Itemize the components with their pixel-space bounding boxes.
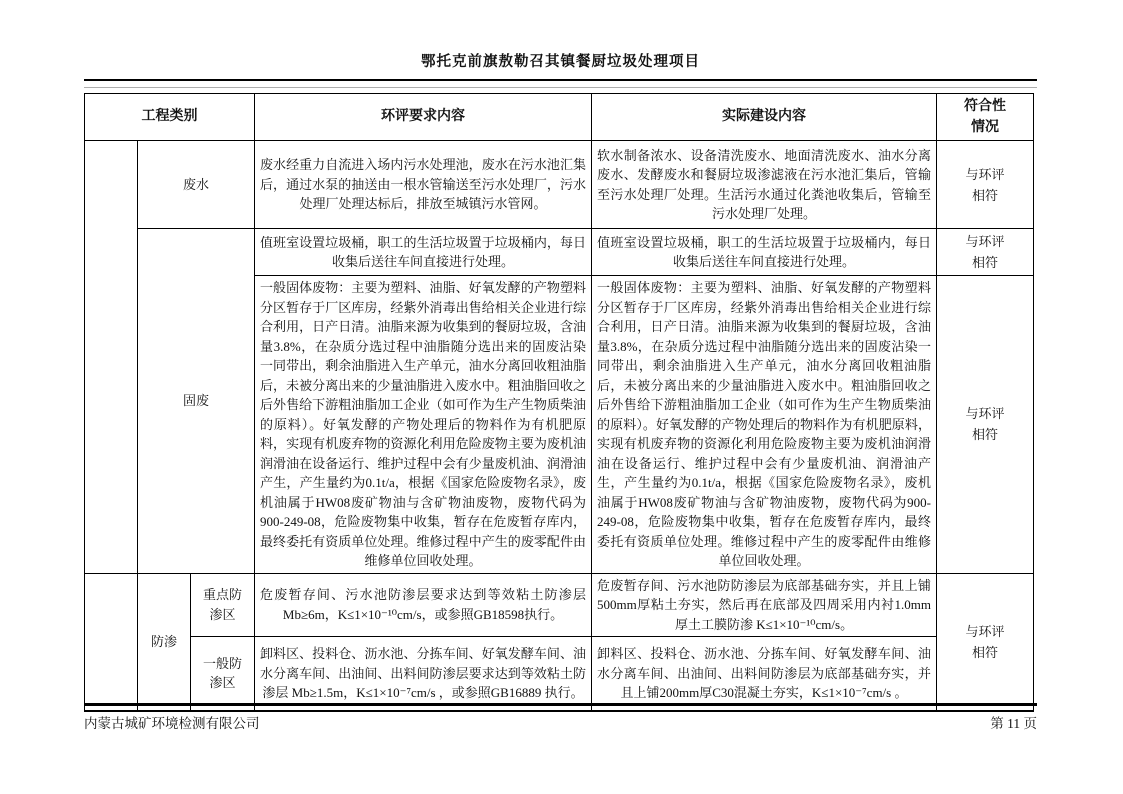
page-header xyxy=(84,0,1037,88)
compliance-table xyxy=(84,93,1034,712)
cell-solidwaste-general-eia: 一般固体废物：主要为塑料、油脂、好氧发酵的产物塑料分区暂存于厂区库房，经紫外消毒出售给相关企业进行综合利用，日产日清。油脂来源为收集到的餐厨垃圾，含油量3.8%，在杂质分选过程中油脂随分选出来的固废沾染一同带出，剩余油脂进入生产单元，油水分离回收粗油脂后，未被分离出来的少量油脂进入废水中。粗油脂回收之后外售给下游粗油脂加工企业（如可作为生产生物质柴油的原料）。好氧发酵的产物处理后的物料作为有机肥原料，实现有机废弃物的资源化利用危险废物主要为废机油润滑油在设备运行、维护过程中会有少量废机油、润滑油产生，产生量约为0.1t/a，根据《国家危险废物名录》，废机油属于HW08废矿物油与含矿物油废物，废物代码为900-249-08，危险废物集中收集，暂存在危废暂存库内，最终委托有资质单位处理。维修过程中产生的废零配件由维修单位回收处理。 xyxy=(255,276,592,574)
header-rule-thick xyxy=(84,79,1037,81)
cell-solidwaste-general-actual: 一般固体废物：主要为塑料、油脂、好氧发酵的产物塑料分区暂存于厂区库房，经紫外消毒出售给相关企业进行综合利用，日产日清。油脂来源为收集到的餐厨垃圾，含油量3.8%，在杂质分选过程中油脂随分选出来的固废沾染一同带出，剩余油脂进入生产单元，油水分离回收粗油脂后，未被分离出来的少量油脂进入废水中。粗油脂回收之后外售给下游粗油脂加工企业（如可作为生产生物质柴油的原料）。好氧发酵的产物处理后的物料作为有机肥原料，实现有机废弃物的资源化利用危险废物主要为废机油润滑油在设备运行、维护过程中会有少量废机油、润滑油产生，产生量约为0.1t/a，根据《国家危险废物名录》，废机油属于HW08废矿物油与含矿物油废物，废物代码为900-249-08，危险废物集中收集，暂存在危废暂存库内，最终委托有资质单位处理。维修过程中产生的废零配件由维修单位回收处理。 xyxy=(592,276,937,574)
cell-wastewater-actual: 软水制备浓水、设备清洗废水、地面清洗废水、油水分离废水、发酵废水和餐厨垃圾渗滤液在污水池汇集后，管输至污水处理厂处理。生活污水通过化粪池收集后，管输至污水处理厂处理。 xyxy=(592,141,937,229)
document-title: 鄂托克前旗敖勒召其镇餐厨垃圾处理项目 xyxy=(421,54,700,70)
category-group-cell-lower xyxy=(85,573,138,711)
header-eia-label: 环评要求内容 xyxy=(381,109,466,125)
key-zone-label: 重点防渗区 xyxy=(202,587,242,622)
cell-solidwaste-general-compliance xyxy=(937,276,1034,574)
header-cell-category xyxy=(85,94,255,141)
cell-seepage-general-actual: 卸料区、投料仓、沥水池、分拣车间、好氧发酵车间、油水分离车间、出油间、出料间防渗层为底部基础夯实，并且上铺200mm厚C30混凝土夯实，K≤1×10⁻⁷cm/s 。 xyxy=(592,637,937,711)
header-rule-thin xyxy=(84,87,1037,88)
cell-seepage-key-eia: 危废暂存间、污水池防渗层要求达到等效粘土防渗层Mb≥6m，K≤1×10⁻¹⁰cm/s，或参照GB18598执行。 xyxy=(255,573,592,637)
footer-rule xyxy=(84,703,1037,706)
row-solidwaste-domestic xyxy=(85,229,1034,276)
header-cell-compliance xyxy=(937,94,1034,141)
label-key-seepage-zone xyxy=(191,573,255,637)
general-zone-label: 一般防渗区 xyxy=(202,655,242,691)
cell-solidwaste-domestic-actual: 值班室设置垃圾桶，职工的生活垃圾置于垃圾桶内，每日收集后送往车间直接进行处理。 xyxy=(592,229,937,276)
header-compliance-label: 符合性情况 xyxy=(964,99,1006,135)
label-solid-waste: 固废 xyxy=(138,229,255,574)
document-page xyxy=(84,0,1037,794)
cell-solidwaste-domestic-compliance xyxy=(937,229,1034,276)
header-category-label: 工程类别 xyxy=(141,109,198,125)
cell-wastewater-compliance xyxy=(937,141,1034,229)
header-actual-label: 实际建设内容 xyxy=(722,109,807,125)
cell-wastewater-eia: 废水经重力自流进入场内污水处理池，废水在污水池汇集后，通过水泵的抽送由一根水管输送至污水处理厂，污水处理厂处理达标后，排放至城镇污水管网。 xyxy=(255,141,592,229)
cell-seepage-key-actual: 危废暂存间、污水池防防渗层为底部基础夯实，并且上铺500mm厚粘土夯实，然后再在底部及四周采用内衬1.0mm厚土工膜防渗 K≤1×10⁻¹⁰cm/s。 xyxy=(592,573,937,637)
label-general-seepage-zone xyxy=(191,637,255,711)
header-cell-actual xyxy=(592,94,937,141)
compliance-badge: 与环评相符 xyxy=(965,623,1005,660)
compliance-badge: 与环评相符 xyxy=(965,166,1005,203)
footer-page-number: 第 11 页 xyxy=(990,716,1037,731)
footer-company-name: 内蒙古城矿环境检测有限公司 xyxy=(84,716,260,731)
row-wastewater xyxy=(85,141,1034,229)
header-cell-eia xyxy=(255,94,592,141)
label-seepage: 防渗 xyxy=(138,573,191,711)
label-wastewater: 废水 xyxy=(138,141,255,229)
page-footer xyxy=(84,703,1037,732)
compliance-badge: 与环评相符 xyxy=(965,406,1005,443)
cell-solidwaste-domestic-eia: 值班室设置垃圾桶，职工的生活垃圾置于垃圾桶内，每日收集后送往车间直接进行处理。 xyxy=(255,229,592,276)
category-group-cell-upper xyxy=(85,141,138,574)
row-seepage-key xyxy=(85,573,1034,637)
row-seepage-general xyxy=(85,637,1034,711)
cell-seepage-compliance xyxy=(937,573,1034,711)
footer-text-row xyxy=(84,712,1037,732)
compliance-badge: 与环评相符 xyxy=(965,234,1005,270)
table-header-row xyxy=(85,94,1034,141)
cell-seepage-general-eia: 卸料区、投料仓、沥水池、分拣车间、好氧发酵车间、油水分离车间、出油间、出料间防渗层要求达到等效粘土防渗层 Mb≥1.5m，K≤1×10⁻⁷cm/s ，或参照GB16889 执行。 xyxy=(255,637,592,711)
